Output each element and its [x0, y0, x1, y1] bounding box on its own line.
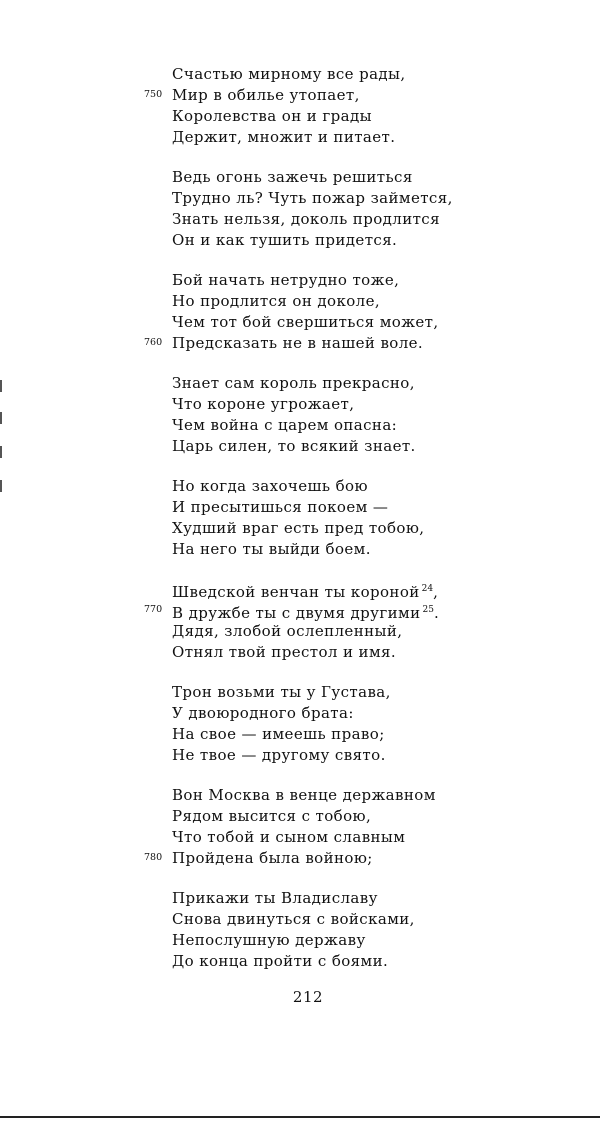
verse-text: Прикажи ты Владиславу [172, 889, 378, 907]
verse-text: Непослушную державу [172, 931, 366, 949]
verse-line [172, 167, 572, 188]
verse-text: Но продлится он доколе, [172, 292, 381, 310]
verse-line [172, 476, 572, 497]
verse-line [144, 85, 572, 106]
verse-text: Счастью мирному все рады, [172, 65, 406, 83]
verse-text: Но когда захочешь бою [172, 477, 368, 495]
verse-text: У двоюродного брата: [172, 704, 354, 722]
verse-text: Чем тот бой свершиться может, [172, 313, 439, 331]
verse-text: Снова двинуться с войсками, [172, 910, 415, 928]
verse-line [172, 436, 572, 457]
verse-line [172, 888, 572, 909]
verse-text: Трон возьми ты у Густава, [172, 683, 391, 701]
verse-line [172, 209, 572, 230]
verse-line [172, 518, 572, 539]
verse-text: Трудно ль? Чуть пожар займется, [172, 189, 453, 207]
verse-line [172, 951, 572, 972]
verse-text: Ведь огонь зажечь решиться [172, 168, 413, 186]
verse-line [172, 745, 572, 766]
stanza [144, 785, 572, 869]
verse-line [172, 579, 572, 600]
verse-line [172, 703, 572, 724]
verse-line [172, 682, 572, 703]
stanza [172, 167, 572, 251]
verse-line [144, 600, 572, 622]
verse-line [172, 373, 572, 394]
verse-text: Предсказать не в нашей воле. [172, 334, 424, 352]
verse-line [172, 270, 572, 291]
verse-text: Не твое — другому свято. [172, 746, 386, 764]
verse-line [172, 230, 572, 251]
verse-text: На него ты выйди боем. [172, 540, 371, 558]
verse-line [172, 539, 572, 560]
stanza [144, 579, 572, 663]
verse-text: Рядом высится с тобою, [172, 807, 372, 825]
verse-text: Шведской венчан ты короной [172, 583, 420, 601]
verse-line [172, 930, 572, 951]
verse-text: Королевства он и грады [172, 107, 372, 125]
verse-text: Что короне угрожает, [172, 395, 355, 413]
verse-line [172, 909, 572, 930]
verse-text: Пройдена была войною; [172, 849, 373, 867]
verse-text: Бой начать нетрудно тоже, [172, 271, 400, 289]
stanza [144, 270, 572, 354]
stanza [172, 682, 572, 766]
verse-line [172, 497, 572, 518]
verse-text: Худший враг есть пред тобою, [172, 519, 425, 537]
verse-text: Держит, множит и питает. [172, 128, 396, 146]
stanza [144, 64, 572, 148]
verse-text: Чем война с царем опасна: [172, 416, 398, 434]
scan-edge-mark [0, 446, 2, 458]
verse-line [172, 724, 572, 745]
verse-text: Отнял твой престол и имя. [172, 643, 397, 661]
verse-text: Он и как тушить придется. [172, 231, 398, 249]
verse-line [172, 785, 572, 806]
verse-line [172, 64, 572, 85]
verse-line [172, 291, 572, 312]
scan-bottom-border [0, 1116, 600, 1118]
verse-text: Знает сам король прекрасно, [172, 374, 415, 392]
verse-line [172, 621, 572, 642]
verse-line [172, 127, 572, 148]
verse-text: Царь силен, то всякий знает. [172, 437, 416, 455]
verse-line [172, 188, 572, 209]
line-number: 760 [144, 337, 163, 348]
stanza [172, 888, 572, 972]
punctuation: , [433, 583, 439, 601]
verse-line [144, 848, 572, 869]
verse-line [144, 333, 572, 354]
verse-line [172, 394, 572, 415]
verse-text: Знать нельзя, доколь продлится [172, 210, 440, 228]
verse-line [172, 827, 572, 848]
verse-text: До конца пройти с боями. [172, 952, 389, 970]
stanza [172, 373, 572, 457]
scan-edge-mark [0, 412, 2, 424]
verse-text: На свое — имеешь право; [172, 725, 385, 743]
verse-text: И пресытишься покоем — [172, 498, 389, 516]
page-number: 212 [292, 988, 324, 1006]
verse-text: Дядя, злобой ослепленный, [172, 622, 403, 640]
line-number: 770 [144, 604, 163, 615]
verse-line [172, 806, 572, 827]
verse-line [172, 642, 572, 663]
footnote-marker: 25 [422, 605, 434, 615]
verse-line [172, 312, 572, 333]
verse-line [172, 415, 572, 436]
punctuation: . [433, 604, 440, 622]
scan-edge-mark [0, 480, 2, 492]
verse-line [172, 106, 572, 127]
stanza [172, 476, 572, 560]
scan-edge-mark [0, 380, 2, 392]
verse-text: Мир в обилье утопает, [172, 86, 360, 104]
poem-body [144, 64, 572, 991]
verse-text: Что тобой и сыном славным [172, 828, 406, 846]
line-number: 780 [144, 852, 163, 863]
verse-text: Вон Москва в венце державном [172, 786, 436, 804]
verse-text: В дружбе ты с двумя другими [172, 604, 421, 622]
footnote-marker: 24 [421, 584, 434, 594]
line-number: 750 [144, 89, 163, 100]
